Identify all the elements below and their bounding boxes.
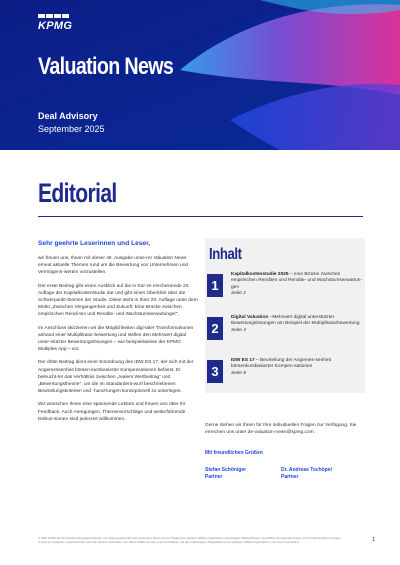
toc-entry-title: Digital Valuation [231,315,269,320]
page-number: 1 [372,537,376,543]
divider [38,216,363,217]
editorial-heading: Editorial [38,178,117,208]
toc-entry-text: – Beurteilung der Angemes-senheit börsenkursbasierter Kompen-sationen [231,358,331,370]
toc-heading: Inhalt [209,246,242,263]
signatory-role: Partner [281,474,299,480]
table-of-contents [205,238,365,393]
editorial-column [38,240,198,429]
newsletter-title: Valuation News [38,53,174,80]
editorial-paragraph: wir freuen uns, Ihnen mit dieser 45. Ausgabe unse-rer Valuation News erneut aktuelle Themen rund um die Bewertung von Unternehmen und Vermögens-werten vorzustellen. [38,256,189,276]
signatory-1 [205,467,246,481]
toc-page: Seite 2 [231,291,246,297]
contact-text: Gerne stehen wir Ihnen für Ihre individuellen Fragen zur Verfügung. Sie erreichen uns unter de-valuation-news@kpmg.com. [205,423,357,435]
signatory-name: Stefan Schöniger [205,467,247,473]
editorial-paragraph: Der erste Beitrag gibt einen Ausblick auf die in Kür-ze erscheinende 20. Auflage der Kapitalkostenstudie dar und gibt einen Überblick über die Schwerpunkt-themen der Studie. Diese steht in Ihrer 20. Auflage unter dem Motto „Zwischen Vergangenheit und Zukunft: Eine Brücke zwischen empirischen Rendi-ten und Rendite- und Wachstumserwartunger“. [38,283,198,318]
toc-entry-text: –Mehrwert digital unterstützter Bewertungslösungen am Beispiel der Multiplikatorbewertung [231,315,360,327]
toc-item-1[interactable] [207,272,365,298]
toc-entry [231,315,365,340]
toc-number: 1 [207,274,223,297]
signatory-2 [281,467,332,481]
toc-item-3[interactable] [207,358,365,383]
newsletter-date: September 2025 [38,124,105,134]
hero-banner [0,0,400,150]
legal-footer: © 2025 KPMG AG Wirtschaftsprüfungsgesellschaft, eine Aktiengesellschaft nach deutschem Recht und ein Mitglied der globalen KPMG-Organisation unabhängiger Mitgliedsfirmen, die KPMG International Limited, einer Private English Company Limited by Guarantee, angeschlossen sind. Alle Rechte vorbehalten. Der Name KPMG und das Logo sind Marken, die die unabhängigen Mitgliedsfirmen der globalen KPMG-Organisation unter Lizenz verwenden. [38,536,341,544]
toc-entry-text: – eine Brücke zwischen empirischen Renditen und Rendite- und Wachstumserwartun-gen [231,272,363,290]
editorial-paragraph: Im Anschluss skizzieren wir die Möglichkeiten digi-taler Transformationen anhand einer Multiplikator-bewertung und stellen den Mehrwert digital unter-stützter Bewertungslösungen – wie beispielsweise der KPMG Multiples App – vor. [38,325,194,353]
toc-number: 2 [207,317,223,340]
toc-page: Seite 4 [231,327,246,333]
greeting: Sehr geehrte Leserinnen und Leser, [38,240,151,247]
signatory-name: Dr. Andreas Tschöpel [281,467,332,473]
editorial-paragraph: Der dritte Beitrag dient einer Einordnung des IDW ES 17, der sich mit der Angemessenheit börsen-kursbasierter Kompensationen befasst. Er beleucht-tet das Verhältnis zwischen „realem Wertbeitrag“ und „Bewertungstheorie“, um die im Standardent-wurf beschriebenen Beurteilungskriterien und -hand-lungen konzeptionell zu unterlegen. [38,360,194,395]
toc-entry-title: Kapitalkostenstudie 2025 [231,272,289,277]
closing-greeting: Mit freundlichen Grüßen [205,450,263,456]
signatory-role: Partner [205,474,223,480]
toc-page: Seite 8 [231,370,246,376]
newsletter-subtitle: Deal Advisory [38,111,98,121]
toc-number: 3 [207,360,223,383]
toc-item-2[interactable] [207,315,365,340]
toc-entry [231,358,365,383]
logo-text: KPMG [38,20,73,32]
toc-entry-title: IDW ES 17 [231,358,255,363]
editorial-paragraph: Wir wünschen Ihnen eine spannende Lektüre und freuen uns über Ihr Feedback. Auch Anregungen, Themenvorschläge und weiterführende Diskus-sionen sind jederzeit willkommen. [38,402,186,422]
toc-entry [231,272,365,298]
